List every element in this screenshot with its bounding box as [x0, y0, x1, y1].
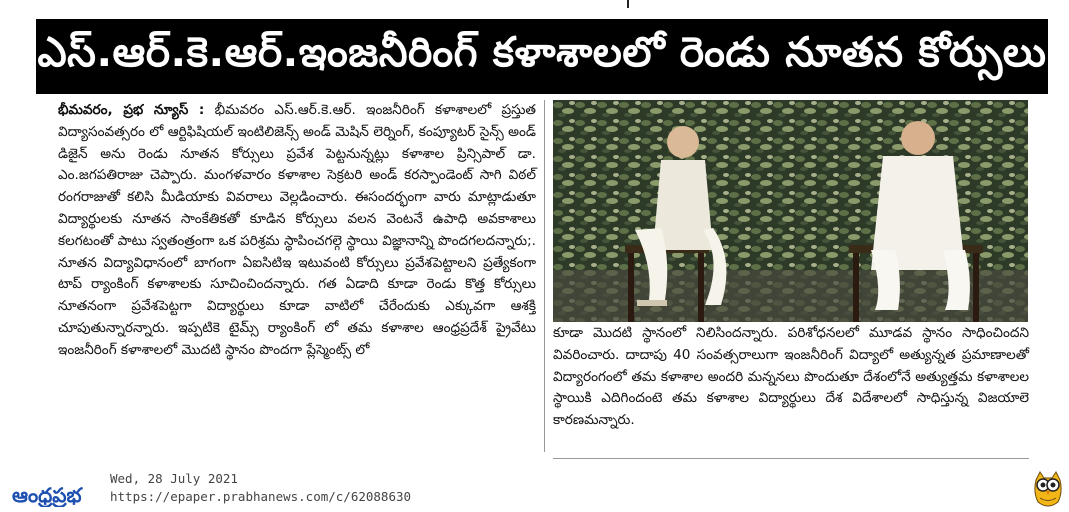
top-tick — [627, 0, 629, 8]
top-strip — [0, 0, 1069, 18]
column-divider — [544, 100, 545, 452]
footer-divider — [553, 458, 1029, 459]
footer-meta — [110, 470, 411, 506]
owl-icon — [1032, 470, 1064, 508]
photo-illustration — [553, 100, 1028, 322]
epaper-url[interactable]: https://epaper.prabhanews.com/c/62088630 — [110, 489, 412, 504]
news-photo — [553, 100, 1028, 322]
article-paragraph — [58, 100, 536, 362]
dateline: భీమవరం, ప్రభ న్యూస్ : — [58, 102, 205, 118]
headline-text: ఎస్.ఆర్.కె.ఆర్.ఇంజనీరింగ్ కళాశాలలో రెండు నూతన కోర్సులు — [37, 27, 1047, 76]
article-right-column — [553, 323, 1029, 453]
footer — [0, 464, 1069, 512]
headline-banner — [36, 19, 1048, 94]
logo-text: ఆంధ్రప్రభ — [12, 483, 82, 507]
article-left-column — [58, 100, 536, 450]
edition-date: Wed, 28 July 2021 — [110, 471, 238, 486]
article-right-body: కూడా మొదటి స్థానంలో నిలిసిందన్నారు. పరిశోధనలలో మూడవ స్థానం సాధించిందని వివరించారు. దాదాపు 40 సంవత్సరాలుగా ఇంజనీరింగ్ విద్యాలో అత్యున్నత ప్రమాణాలతో విద్యారంగంలో తమ కళాశాల అందరి మన్ననలు పొందుతూ దేశంలోనే అత్యుత్తమ కళాశాలల స్థాయికి ఎదిగిందంటె తమ కళాశాల విద్యార్థులు దేశ విదేశాలలో సాధిస్తున్న విజయాలె కారణమన్నారు. — [553, 325, 1029, 429]
article-left-body: భీమవరం ఎస్.ఆర్.కె.ఆర్. ఇంజనీరింగ్ కళాశాలలో ప్రస్తుత విద్యాసంవత్సరం లో ఆర్టిఫిషియల్ ఇంటిలిజెన్స్ అండ్ మెషిన్ లెర్నింగ్, కంప్యూటర్ సైన్స్ అండ్ డిజైన్ అను రెండు నూతన కోర్సులు ప్రవేశ పెట్టనున్నట్లు కళాశాల ప్రిన్సిపాల్ డా. ఎం.జగపతిరాజు చెప్పారు. మంగళవారం కళాశాల సెక్రటరి అండ్ కరస్పాండెంట్ సాగి విఠల్ రంగరాజుతో కలిసి మీడియాకు వివరాలు వెల్లడించారు. ఈసందర్భంగా వారు మాట్లాడుతూ విద్యార్థులకు నూతన సాంకేతికతో కూడిన కోర్సులు వలన వెంటనే ఉపాధి అవకాశాలు కలగటంతో పాటు స్వతంత్రంగా ఒక పరిశ్రమ స్థాపించగల్గె స్థాయి విజ్ఞానాన్ని పొందగలదన్నారు;. నూతన విద్యావిధానంలో బాగంగా ఏఐసిటిఇ ఇటువంటి కోర్సులు ప్రవేశపెట్టాలని ప్రత్యేకంగా టాప్ ర్యాంకింగ్ కళాశాలకు సూచించిందన్నారు. గత ఏడాది కూడా రెండు కొత్త కోర్సులు నూతనంగా ప్రవేశపెట్టగా విద్యార్థులు కూడా వాటిలో చేరేందుకు ఎక్కువగా ఆశక్తి చూపుతున్నారన్నారు. ఇప్పటికె టైమ్స్ ర్యాంకింగ్ లో తమ కళాశాల ఆంధ్రప్రదేశ్ ప్రైవేటు ఇంజనీరింగ్ కళాశాలలో మొదటి స్థానం పొందగా ప్లేస్మెంట్స్ లో — [58, 102, 536, 358]
andhra-prabha-logo — [10, 481, 102, 507]
